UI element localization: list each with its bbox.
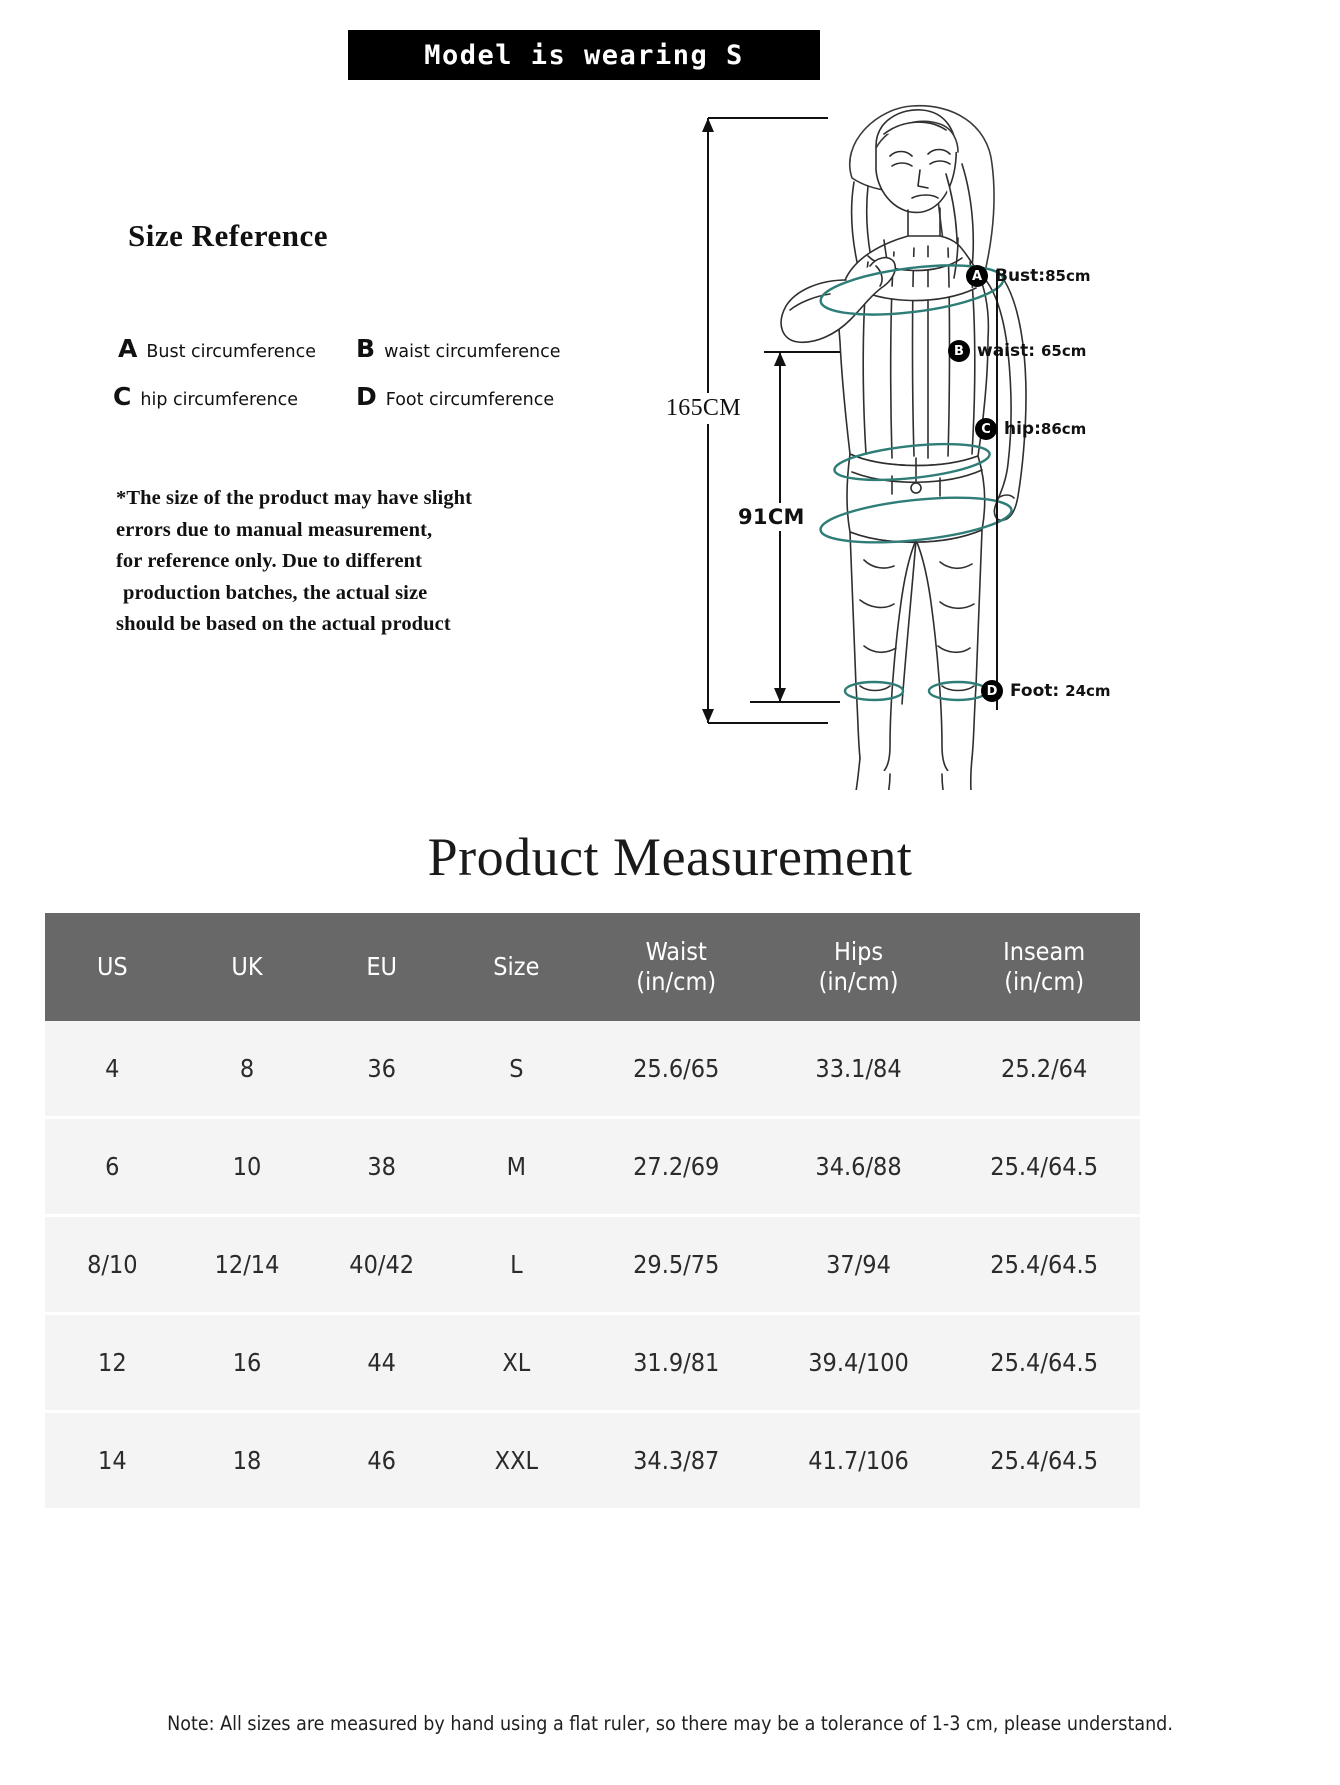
cell-uk: 10 — [180, 1118, 315, 1216]
column-header-waist-sub: (in/cm) — [636, 967, 717, 996]
badge-d-icon: D — [981, 680, 1003, 702]
column-header-size — [449, 913, 584, 1021]
cell-size: XXL — [449, 1412, 584, 1509]
cell-us: 6 — [45, 1118, 180, 1216]
legend-item-waist — [356, 336, 561, 362]
cell-uk: 8 — [180, 1021, 315, 1118]
callout-foot — [981, 680, 1111, 702]
column-header-inseam-sub: (in/cm) — [1004, 967, 1085, 996]
size-reference-legend-row-2 — [113, 384, 554, 410]
legend-letter-b: B — [356, 334, 376, 363]
cell-hips: 34.6/88 — [769, 1118, 949, 1216]
cell-uk: 16 — [180, 1314, 315, 1412]
model-height-label: 165CM — [663, 393, 744, 424]
cell-us: 4 — [45, 1021, 180, 1118]
cell-size: S — [449, 1021, 584, 1118]
column-header-hips — [769, 913, 949, 1021]
column-header-eu-main: EU — [366, 952, 398, 981]
callout-hip — [975, 418, 1086, 440]
cell-inseam: 25.4/64.5 — [948, 1118, 1140, 1216]
callout-waist-value: 65cm — [1040, 342, 1087, 360]
cell-eu: 38 — [314, 1118, 449, 1216]
callout-foot-name: Foot: — [1010, 681, 1060, 701]
size-chart-table — [45, 913, 1140, 1508]
product-measurement-heading: Product Measurement — [427, 827, 913, 887]
cell-hips: 33.1/84 — [769, 1021, 949, 1118]
cell-size: M — [449, 1118, 584, 1216]
cell-us: 14 — [45, 1412, 180, 1509]
callout-bust-value: 85cm — [1045, 267, 1091, 285]
callout-hip-name: hip: — [1004, 419, 1041, 439]
cell-eu: 44 — [314, 1314, 449, 1412]
cell-hips: 39.4/100 — [769, 1314, 949, 1412]
disclaimer-line-5: should be based on the actual product — [116, 613, 451, 635]
callout-hip-text — [1004, 419, 1086, 439]
cell-inseam: 25.4/64.5 — [948, 1412, 1140, 1509]
table-row — [45, 1021, 1140, 1118]
column-header-inseam-main: Inseam — [1003, 937, 1086, 966]
callout-bust-name: Bust: — [995, 266, 1046, 286]
disclaimer-line-3: for reference only. Due to different — [116, 550, 423, 572]
disclaimer-line-2: errors due to manual measurement, — [116, 518, 433, 541]
size-reference-legend-row-1 — [118, 336, 561, 362]
badge-a-icon: A — [966, 265, 988, 287]
cell-waist: 25.6/65 — [584, 1021, 769, 1118]
legend-item-hip — [113, 384, 346, 410]
badge-c-icon: C — [975, 418, 997, 440]
cell-size: L — [449, 1216, 584, 1314]
size-chart-body — [45, 1021, 1140, 1508]
callout-bust-text — [995, 266, 1091, 286]
table-row — [45, 1118, 1140, 1216]
callout-hip-value: 86cm — [1040, 420, 1087, 438]
callout-foot-value: 24cm — [1065, 682, 1111, 700]
disclaimer-line-1: *The size of the product may have slight — [116, 487, 473, 509]
cell-eu: 36 — [314, 1021, 449, 1118]
legend-letter-d: D — [356, 382, 377, 411]
size-chart-header — [45, 913, 1140, 1021]
cell-waist: 31.9/81 — [584, 1314, 769, 1412]
callout-foot-text — [1010, 681, 1111, 701]
table-row — [45, 1412, 1140, 1509]
badge-b-icon: B — [948, 340, 970, 362]
cell-inseam: 25.4/64.5 — [948, 1314, 1140, 1412]
size-chart-note: Note: All sizes are measured by hand using a flat ruler, so there may be a tolerance of 1-3 cm, please understand. — [167, 1712, 1173, 1735]
column-header-inseam — [948, 913, 1140, 1021]
table-header-row — [45, 913, 1140, 1021]
legend-label-bust: Bust circumference — [146, 342, 317, 362]
disclaimer-line-4: production batches, the actual size — [123, 581, 428, 604]
legend-letter-c: C — [113, 382, 132, 411]
cell-uk: 12/14 — [180, 1216, 315, 1314]
legend-label-waist: waist circumference — [384, 342, 561, 362]
column-header-us — [45, 913, 180, 1021]
column-header-us-main: US — [96, 952, 128, 981]
column-header-uk-main: UK — [231, 952, 263, 981]
legend-item-bust — [118, 336, 346, 362]
cell-hips: 37/94 — [769, 1216, 949, 1314]
column-header-waist — [584, 913, 769, 1021]
column-header-hips-main: Hips — [833, 937, 884, 966]
cell-waist: 34.3/87 — [584, 1412, 769, 1509]
callout-waist-name: waist: — [977, 341, 1036, 361]
column-header-size-main: Size — [493, 952, 540, 981]
legend-label-hip: hip circumference — [140, 390, 299, 410]
measurement-disclaimer — [116, 483, 536, 641]
cell-inseam: 25.4/64.5 — [948, 1216, 1140, 1314]
model-wearing-banner — [348, 30, 820, 80]
legend-label-foot: Foot circumference — [385, 390, 555, 410]
legend-item-foot — [356, 384, 554, 410]
cell-waist: 29.5/75 — [584, 1216, 769, 1314]
cell-us: 12 — [45, 1314, 180, 1412]
table-row — [45, 1314, 1140, 1412]
callout-waist-text — [977, 341, 1086, 361]
cell-hips: 41.7/106 — [769, 1412, 949, 1509]
cell-eu: 46 — [314, 1412, 449, 1509]
model-inseam-label: 91CM — [735, 503, 808, 531]
table-row — [45, 1216, 1140, 1314]
column-header-eu — [314, 913, 449, 1021]
cell-uk: 18 — [180, 1412, 315, 1509]
cell-us: 8/10 — [45, 1216, 180, 1314]
legend-letter-a: A — [118, 334, 138, 363]
column-header-uk — [180, 913, 315, 1021]
column-header-hips-sub: (in/cm) — [818, 967, 899, 996]
cell-eu: 40/42 — [314, 1216, 449, 1314]
cell-waist: 27.2/69 — [584, 1118, 769, 1216]
size-reference-heading: Size Reference — [128, 218, 329, 253]
column-header-waist-main: Waist — [645, 937, 707, 966]
cell-inseam: 25.2/64 — [948, 1021, 1140, 1118]
callout-bust — [966, 265, 1091, 287]
model-wearing-banner-text: Model is wearing S — [424, 39, 744, 71]
callout-waist — [948, 340, 1086, 362]
cell-size: XL — [449, 1314, 584, 1412]
